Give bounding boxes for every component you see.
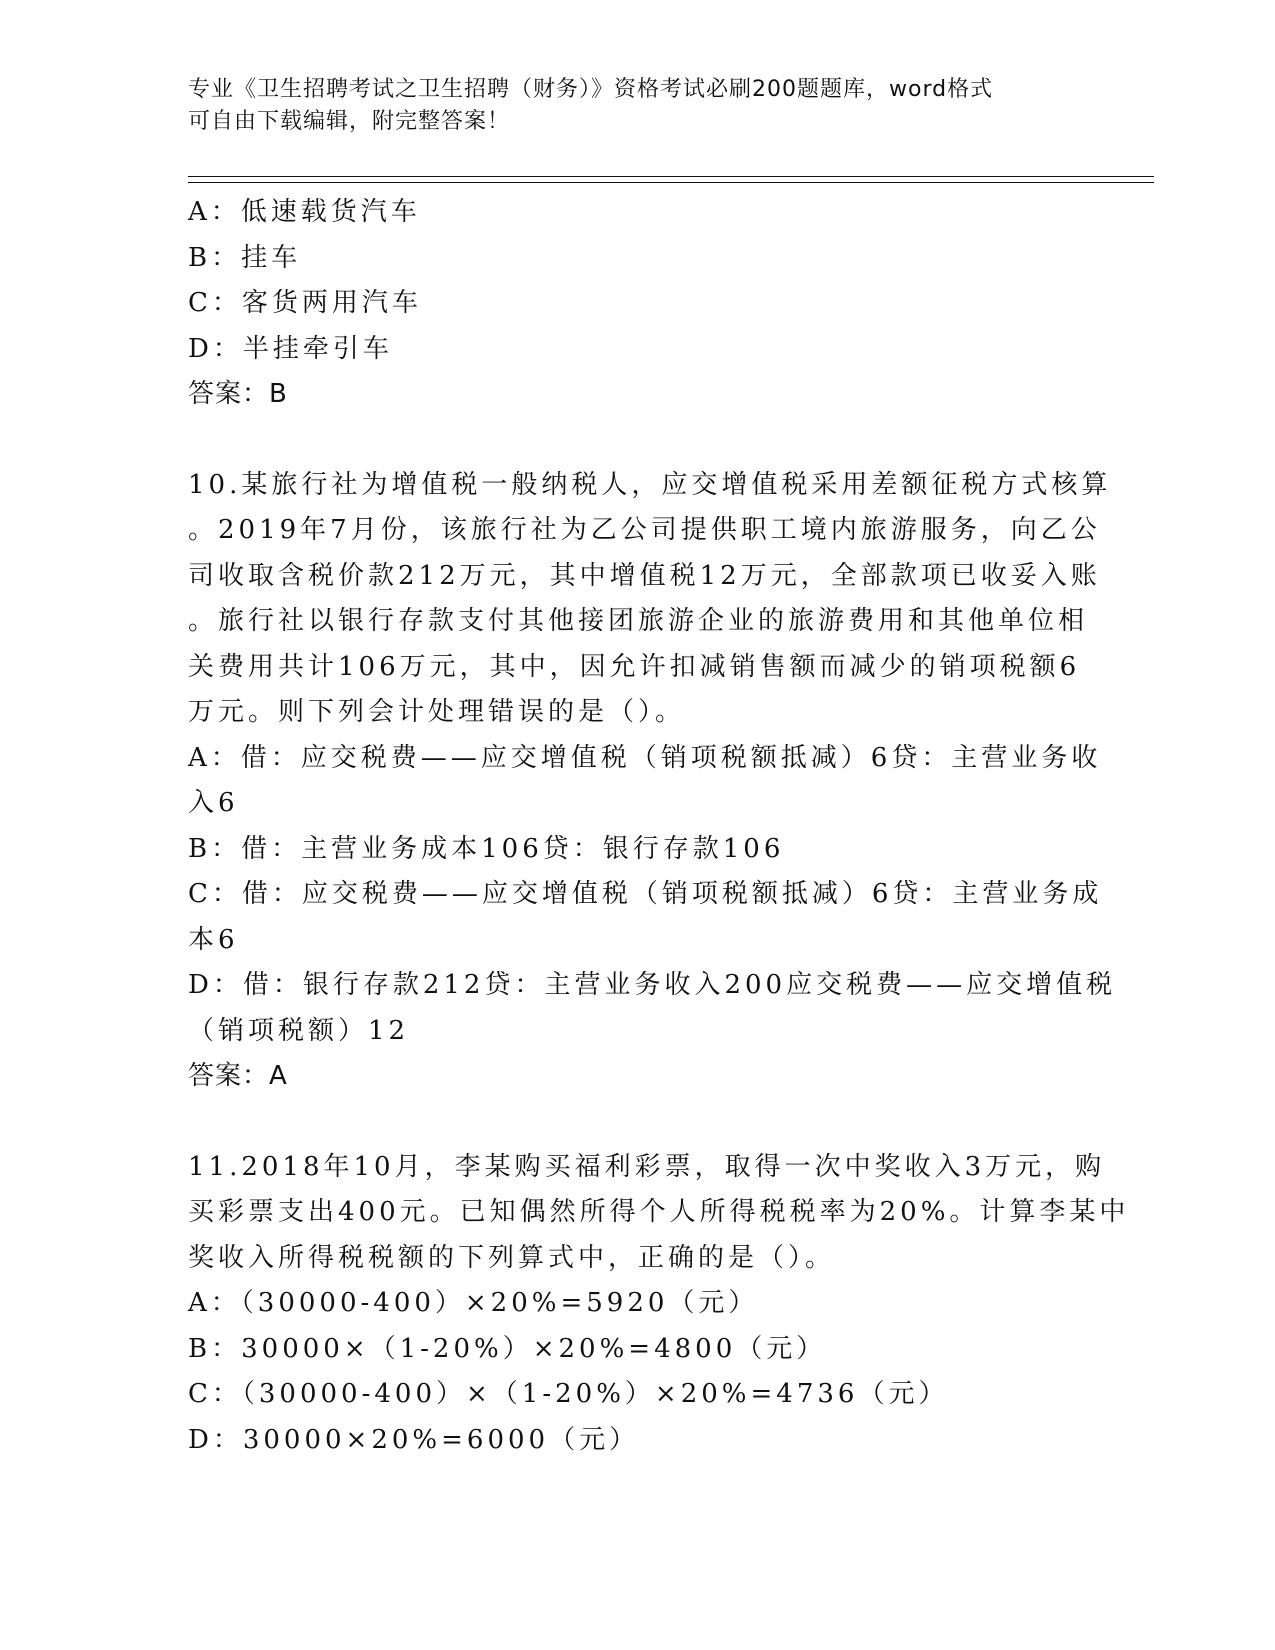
page-header — [188, 74, 1068, 138]
header-rule-bottom — [188, 182, 1154, 183]
q11-stem-line: 奖收入所得税税额的下列算式中，正确的是（）。 — [188, 1242, 836, 1273]
spacer — [188, 418, 1088, 463]
question-11 — [188, 1145, 1130, 1464]
q9-option-d: D：半挂牵引车 — [188, 333, 393, 364]
q10-option-a-cont: 入6 — [188, 788, 239, 818]
q11-stem-line: 买彩票支出400元。已知偶然所得个人所得税税率为20%。计算李某中 — [188, 1197, 1130, 1227]
q10-stem-line: 。旅行社以银行存款支付其他接团旅游企业的旅游费用和其他单位相 — [188, 606, 1089, 636]
q9-option-a: A：低速载货汽车 — [188, 197, 421, 227]
header-rule-top — [188, 176, 1154, 177]
q11-option-c: C：（30000-400）×（1-20%）×20%=4736（元） — [188, 1379, 949, 1409]
q10-stem-line: 。2019年7月份，该旅行社为乙公司提供职工境内旅游服务，向乙公 — [188, 515, 1101, 545]
q11-option-a: A：（30000-400）×20%=5920（元） — [188, 1288, 759, 1318]
spacer — [188, 1100, 1088, 1145]
q10-option-d-cont: （销项税额）12 — [188, 1015, 410, 1046]
header-line-2: 可自由下载编辑，附完整答案！ — [188, 109, 511, 134]
q11-option-b: B：30000×（1-20%）×20%=4800（元） — [188, 1333, 827, 1364]
q10-option-a: A：借：应交税费——应交增值税（销项税额抵减）6贷：主营业务收 — [188, 742, 1102, 773]
q9-answer: 答案：B — [188, 379, 288, 409]
question-content — [188, 190, 1130, 1463]
q10-stem-line: 关费用共计106万元，其中，因允许扣减销售额而减少的销项税额6 — [188, 651, 1081, 682]
question-10 — [188, 463, 1117, 1100]
q11-stem-line: 11.2018年10月，李某购买福利彩票，取得一次中奖收入3万元，购 — [188, 1151, 1106, 1182]
q11-option-d: D：30000×20%=6000（元） — [188, 1424, 640, 1455]
q9-option-b: B：挂车 — [188, 242, 302, 273]
q10-option-c-cont: 本6 — [188, 924, 239, 955]
q10-stem-line: 万元。则下列会计处理错误的是（）。 — [188, 697, 686, 727]
question-9 — [188, 190, 1088, 418]
q10-stem-line: 10.某旅行社为增值税一般纳税人，应交增值税采用差额征税方式核算 — [188, 469, 1112, 500]
q9-option-c: C：客货两用汽车 — [188, 288, 422, 318]
q10-stem-line: 司收取含税价款212万元，其中增值税12万元，全部款项已收妥入账 — [188, 560, 1101, 591]
q10-option-d: D：借：银行存款212贷：主营业务收入200应交税费——应交增值税 — [188, 970, 1117, 1000]
header-line-1: 专业《卫生招聘考试之卫生招聘（财务）》资格考试必刷200题题库，word格式 — [188, 77, 994, 102]
q10-option-b: B：借：主营业务成本106贷：银行存款106 — [188, 833, 785, 864]
q10-answer: 答案：A — [188, 1061, 288, 1091]
q10-option-c: C：借：应交税费——应交增值税（销项税额抵减）6贷：主营业务成 — [188, 879, 1103, 909]
